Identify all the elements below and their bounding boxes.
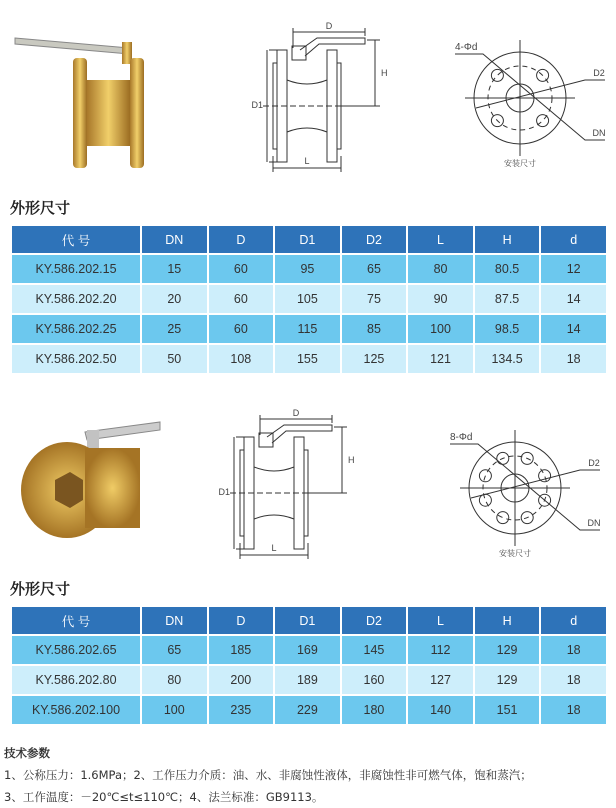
table-row xyxy=(11,635,607,665)
label-h: H xyxy=(348,455,355,465)
column-header: 代 号 xyxy=(11,225,141,254)
table-cell: 65 xyxy=(141,635,208,665)
side-view-diagram-1 xyxy=(251,18,388,168)
column-header: DN xyxy=(141,606,208,635)
table-cell: KY.586.202.65 xyxy=(11,635,141,665)
label-l: L xyxy=(271,543,277,553)
brass-valve-icon xyxy=(10,30,165,175)
label-holes: 4-Φd xyxy=(455,42,478,53)
flange-diagram-2 xyxy=(430,420,611,558)
table-cell: 80 xyxy=(407,254,474,284)
bolt-hole xyxy=(537,115,549,127)
technical-parameters xyxy=(4,742,532,808)
table-cell: 14 xyxy=(540,314,607,344)
table-cell: 229 xyxy=(274,695,341,725)
table-cell: 100 xyxy=(407,314,474,344)
column-header: D2 xyxy=(341,606,408,635)
table-cell: 129 xyxy=(474,635,541,665)
label-l: L xyxy=(304,156,310,166)
table-cell: 14 xyxy=(540,284,607,314)
table-cell: 189 xyxy=(274,665,341,695)
table-cell: 185 xyxy=(208,635,275,665)
table-cell: 25 xyxy=(141,314,208,344)
table-cell: 115 xyxy=(274,314,341,344)
column-header: D1 xyxy=(274,225,341,254)
label-d: D xyxy=(325,21,333,31)
side-view-drawing xyxy=(251,18,395,173)
column-header: H xyxy=(474,225,541,254)
table-cell: 121 xyxy=(407,344,474,374)
table-row xyxy=(11,284,607,314)
table-cell: 65 xyxy=(341,254,408,284)
label-d1: D1 xyxy=(251,100,263,110)
table-cell: KY.586.202.15 xyxy=(11,254,141,284)
table-cell: 80.5 xyxy=(474,254,541,284)
column-header: D1 xyxy=(274,606,341,635)
table-cell: 169 xyxy=(274,635,341,665)
table-cell: 60 xyxy=(208,314,275,344)
column-header: 代 号 xyxy=(11,606,141,635)
table-cell: 18 xyxy=(540,695,607,725)
column-header: L xyxy=(407,606,474,635)
column-header: DN xyxy=(141,225,208,254)
table-cell: 129 xyxy=(474,665,541,695)
table-cell: 60 xyxy=(208,284,275,314)
table-cell: 235 xyxy=(208,695,275,725)
table-header-row xyxy=(11,225,607,254)
label-dn: DN xyxy=(587,518,601,528)
table-cell: 20 xyxy=(141,284,208,314)
label-d1: D1 xyxy=(218,487,230,497)
table-cell: 12 xyxy=(540,254,607,284)
table-cell: 155 xyxy=(274,344,341,374)
table-cell: 108 xyxy=(208,344,275,374)
table-cell: 140 xyxy=(407,695,474,725)
table-cell: 125 xyxy=(341,344,408,374)
tech-line-2: 3、工作温度：－20℃≤t≤110℃；4、法兰标准：GB9113。 xyxy=(4,790,324,804)
table-cell: 134.5 xyxy=(474,344,541,374)
bolt-hole xyxy=(479,494,491,506)
table-cell: 18 xyxy=(540,635,607,665)
section-title-1: 外形尺寸 xyxy=(10,199,71,217)
side-view-drawing xyxy=(218,405,362,560)
table-cell: 100 xyxy=(141,695,208,725)
label-caption: 安装尺寸 xyxy=(504,159,536,168)
label-d2: D2 xyxy=(593,68,605,78)
table-cell: KY.586.202.20 xyxy=(11,284,141,314)
table-cell: 112 xyxy=(407,635,474,665)
flange-drawing xyxy=(435,30,616,168)
table-cell: 180 xyxy=(341,695,408,725)
valve-photo-2 xyxy=(15,410,165,540)
table-cell: 18 xyxy=(540,665,607,695)
table-cell: KY.586.202.80 xyxy=(11,665,141,695)
bolt-hole xyxy=(497,512,509,524)
label-h: H xyxy=(381,68,388,78)
column-header: d xyxy=(540,225,607,254)
table-cell: 50 xyxy=(141,344,208,374)
flange-diagram-1 xyxy=(435,30,611,168)
column-header: H xyxy=(474,606,541,635)
label-caption: 安装尺寸 xyxy=(499,549,531,558)
label-holes: 8-Φd xyxy=(450,432,473,443)
flange-drawing xyxy=(430,420,611,558)
table-cell: 95 xyxy=(274,254,341,284)
column-header: L xyxy=(407,225,474,254)
label-dn: DN xyxy=(592,128,606,138)
label-d: D xyxy=(292,408,300,418)
column-header: D2 xyxy=(341,225,408,254)
table-cell: 105 xyxy=(274,284,341,314)
brass-valve-icon xyxy=(15,410,165,540)
column-header: d xyxy=(540,606,607,635)
tech-line-1: 1、公称压力：1.6MPa；2、工作压力介质：油、水、非腐蚀性液体，非腐蚀性非可燃气体，饱和蒸汽； xyxy=(4,768,532,782)
table-cell: 200 xyxy=(208,665,275,695)
table-row xyxy=(11,344,607,374)
table-cell: 75 xyxy=(341,284,408,314)
dimensions-table-1 xyxy=(10,224,608,375)
table-row xyxy=(11,314,607,344)
table-cell: 160 xyxy=(341,665,408,695)
label-d2: D2 xyxy=(588,458,600,468)
table-row xyxy=(11,695,607,725)
table-row xyxy=(11,665,607,695)
table-cell: KY.586.202.25 xyxy=(11,314,141,344)
tech-heading: 技术参数 xyxy=(4,746,50,760)
table-cell: 145 xyxy=(341,635,408,665)
column-header: D xyxy=(208,225,275,254)
table-cell: 18 xyxy=(540,344,607,374)
table-cell: 60 xyxy=(208,254,275,284)
table-header-row xyxy=(11,606,607,635)
table-cell: KY.586.202.50 xyxy=(11,344,141,374)
side-view-diagram-2 xyxy=(218,405,362,560)
table-cell: 98.5 xyxy=(474,314,541,344)
column-header: D xyxy=(208,606,275,635)
table-cell: 127 xyxy=(407,665,474,695)
table-cell: 87.5 xyxy=(474,284,541,314)
table-cell: 15 xyxy=(141,254,208,284)
bolt-hole xyxy=(491,69,503,81)
table-cell: 90 xyxy=(407,284,474,314)
table-row xyxy=(11,254,607,284)
section-title-2: 外形尺寸 xyxy=(10,580,71,598)
dimensions-table-2 xyxy=(10,605,608,726)
table-cell: 85 xyxy=(341,314,408,344)
table-cell: 151 xyxy=(474,695,541,725)
table-cell: 80 xyxy=(141,665,208,695)
valve-photo-1 xyxy=(10,30,165,175)
table-cell: KY.586.202.100 xyxy=(11,695,141,725)
